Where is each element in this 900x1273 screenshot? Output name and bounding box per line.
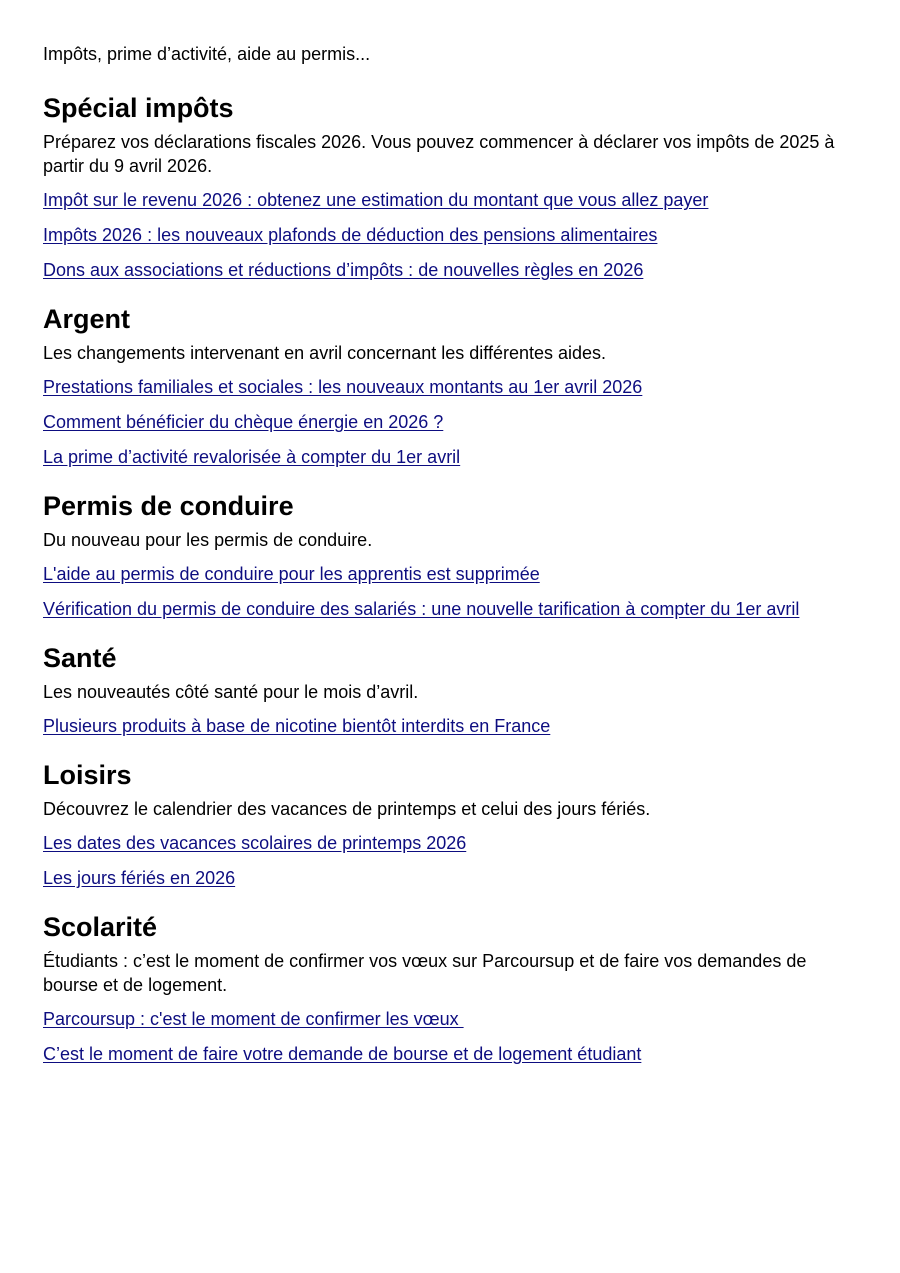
link-list (43, 714, 857, 738)
link-parcoursup[interactable]: Parcoursup : c'est le moment de confirmer les vœux (43, 1009, 464, 1029)
list-item (43, 258, 857, 282)
link-jours-feries[interactable]: Les jours fériés en 2026 (43, 868, 236, 888)
link-produits-nicotine[interactable]: Plusieurs produits à base de nicotine bientôt interdits en France (43, 716, 551, 736)
link-prime-activite[interactable]: La prime d’activité revalorisée à compter du 1er avril (43, 447, 461, 467)
section-description: Les nouveautés côté santé pour le mois d’avril. (43, 682, 419, 702)
section-title: Santé (43, 643, 117, 673)
section-title: Argent (43, 304, 130, 334)
section-title: Spécial impôts (43, 93, 234, 123)
section-loisirs (43, 759, 857, 890)
list-item (43, 597, 857, 621)
link-list (43, 562, 857, 621)
section-description: Découvrez le calendrier des vacances de printemps et celui des jours fériés. (43, 799, 651, 819)
link-dons-associations[interactable]: Dons aux associations et réductions d’impôts : de nouvelles règles en 2026 (43, 260, 644, 280)
list-item (43, 1007, 857, 1031)
list-item (43, 1042, 857, 1066)
list-item (43, 866, 857, 890)
link-list (43, 188, 857, 282)
section-description: Les changements intervenant en avril concernant les différentes aides. (43, 343, 607, 363)
link-plafonds-pensions[interactable]: Impôts 2026 : les nouveaux plafonds de déduction des pensions alimentaires (43, 225, 658, 245)
section-sante (43, 642, 857, 738)
intro-text: Impôts, prime d’activité, aide au permis... (43, 44, 371, 64)
list-item (43, 375, 857, 399)
section-title: Permis de conduire (43, 491, 294, 521)
section-special-impots (43, 92, 857, 282)
list-item (43, 714, 857, 738)
list-item (43, 223, 857, 247)
link-bourse-logement[interactable]: C’est le moment de faire votre demande de bourse et de logement étudiant (43, 1044, 642, 1064)
link-verification-permis-salaries[interactable]: Vérification du permis de conduire des salariés : une nouvelle tarification à compter du 1er avril (43, 599, 800, 619)
section-scolarite (43, 911, 857, 1066)
link-list (43, 831, 857, 890)
list-item (43, 831, 857, 855)
section-permis-de-conduire (43, 490, 857, 621)
link-list (43, 375, 857, 469)
link-list (43, 1007, 857, 1066)
link-impot-revenu-estimation[interactable]: Impôt sur le revenu 2026 : obtenez une estimation du montant que vous allez payer (43, 190, 709, 210)
list-item (43, 445, 857, 469)
link-aide-permis-apprentis[interactable]: L'aide au permis de conduire pour les apprentis est supprimée (43, 564, 540, 584)
section-title: Scolarité (43, 912, 158, 942)
section-description: Étudiants : c’est le moment de confirmer vos vœux sur Parcoursup et de faire vos demandes de bourse et de logement. (43, 951, 807, 995)
link-cheque-energie[interactable]: Comment bénéficier du chèque énergie en 2026 ? (43, 412, 444, 432)
link-prestations-familiales[interactable]: Prestations familiales et sociales : les nouveaux montants au 1er avril 2026 (43, 377, 643, 397)
list-item (43, 188, 857, 212)
link-vacances-printemps[interactable]: Les dates des vacances scolaires de printemps 2026 (43, 833, 467, 853)
section-description: Préparez vos déclarations fiscales 2026. Vous pouvez commencer à déclarer vos impôts de 2025 à partir du 9 avril 2026. (43, 132, 835, 176)
list-item (43, 410, 857, 434)
list-item (43, 562, 857, 586)
section-title: Loisirs (43, 760, 132, 790)
section-argent (43, 303, 857, 469)
section-description: Du nouveau pour les permis de conduire. (43, 530, 373, 550)
